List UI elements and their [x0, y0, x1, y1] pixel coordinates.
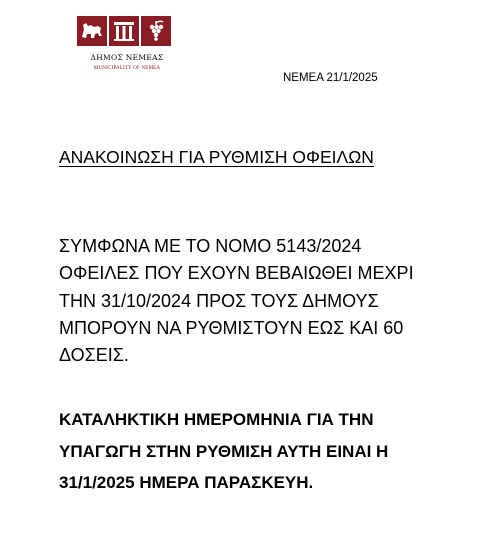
deadline-line: ΥΠΑΓΩΓΗ ΣΤΗΝ ΡΥΘΜΙΣΗ ΑΥΤΗ ΕΙΝΑΙ Η: [59, 441, 389, 461]
municipality-logo: [77, 16, 177, 71]
deadline-line: ΚΑΤΑΛΗΚΤΙΚΗ ΗΜΕΡΟΜΗΝΙΑ ΓΙΑ ΤΗΝ: [59, 410, 374, 429]
body-line: ΜΠΟΡΟΥΝ ΝΑ ΡΥΘΜΙΣΤΟΥΝ ΕΩΣ ΚΑΙ 60: [59, 317, 404, 338]
lion-icon: [77, 16, 107, 46]
logo-subtitle: MUNICIPALITY OF NEMEA: [93, 65, 161, 71]
announcement-body: [59, 233, 414, 369]
temple-columns-icon: [109, 16, 139, 46]
logo-tiles: [77, 16, 177, 46]
body-line: ΣΥΜΦΩΝΑ ΜΕ ΤΟ ΝΟΜΟ 5143/2024: [59, 236, 362, 256]
deadline-notice: [59, 404, 388, 499]
document-date: ΝΕΜΕΑ 21/1/2025: [283, 72, 378, 84]
deadline-line: 31/1/2025 ΗΜΕΡΑ ΠΑΡΑΣΚΕΥΗ.: [59, 473, 314, 492]
grapes-icon: [141, 16, 171, 46]
logo-name: ΔΗΜΟΣ ΝΕΜΕΑΣ: [90, 53, 164, 62]
body-line: ΔΟΣΕΙΣ.: [59, 345, 129, 366]
body-line: ΟΦΕΙΛΕΣ ΠΟΥ ΕΧΟΥΝ ΒΕΒΑΙΩΘΕΙ ΜΕΧΡΙ: [59, 263, 414, 284]
page-title: ΑΝΑΚΟΙΝΩΣΗ ΓΙΑ ΡΥΘΜΙΣΗ ΟΦΕΙΛΩΝ: [59, 147, 374, 167]
body-line: ΤΗΝ 31/10/2024 ΠΡΟΣ ΤΟΥΣ ΔΗΜΟΥΣ: [59, 290, 379, 311]
